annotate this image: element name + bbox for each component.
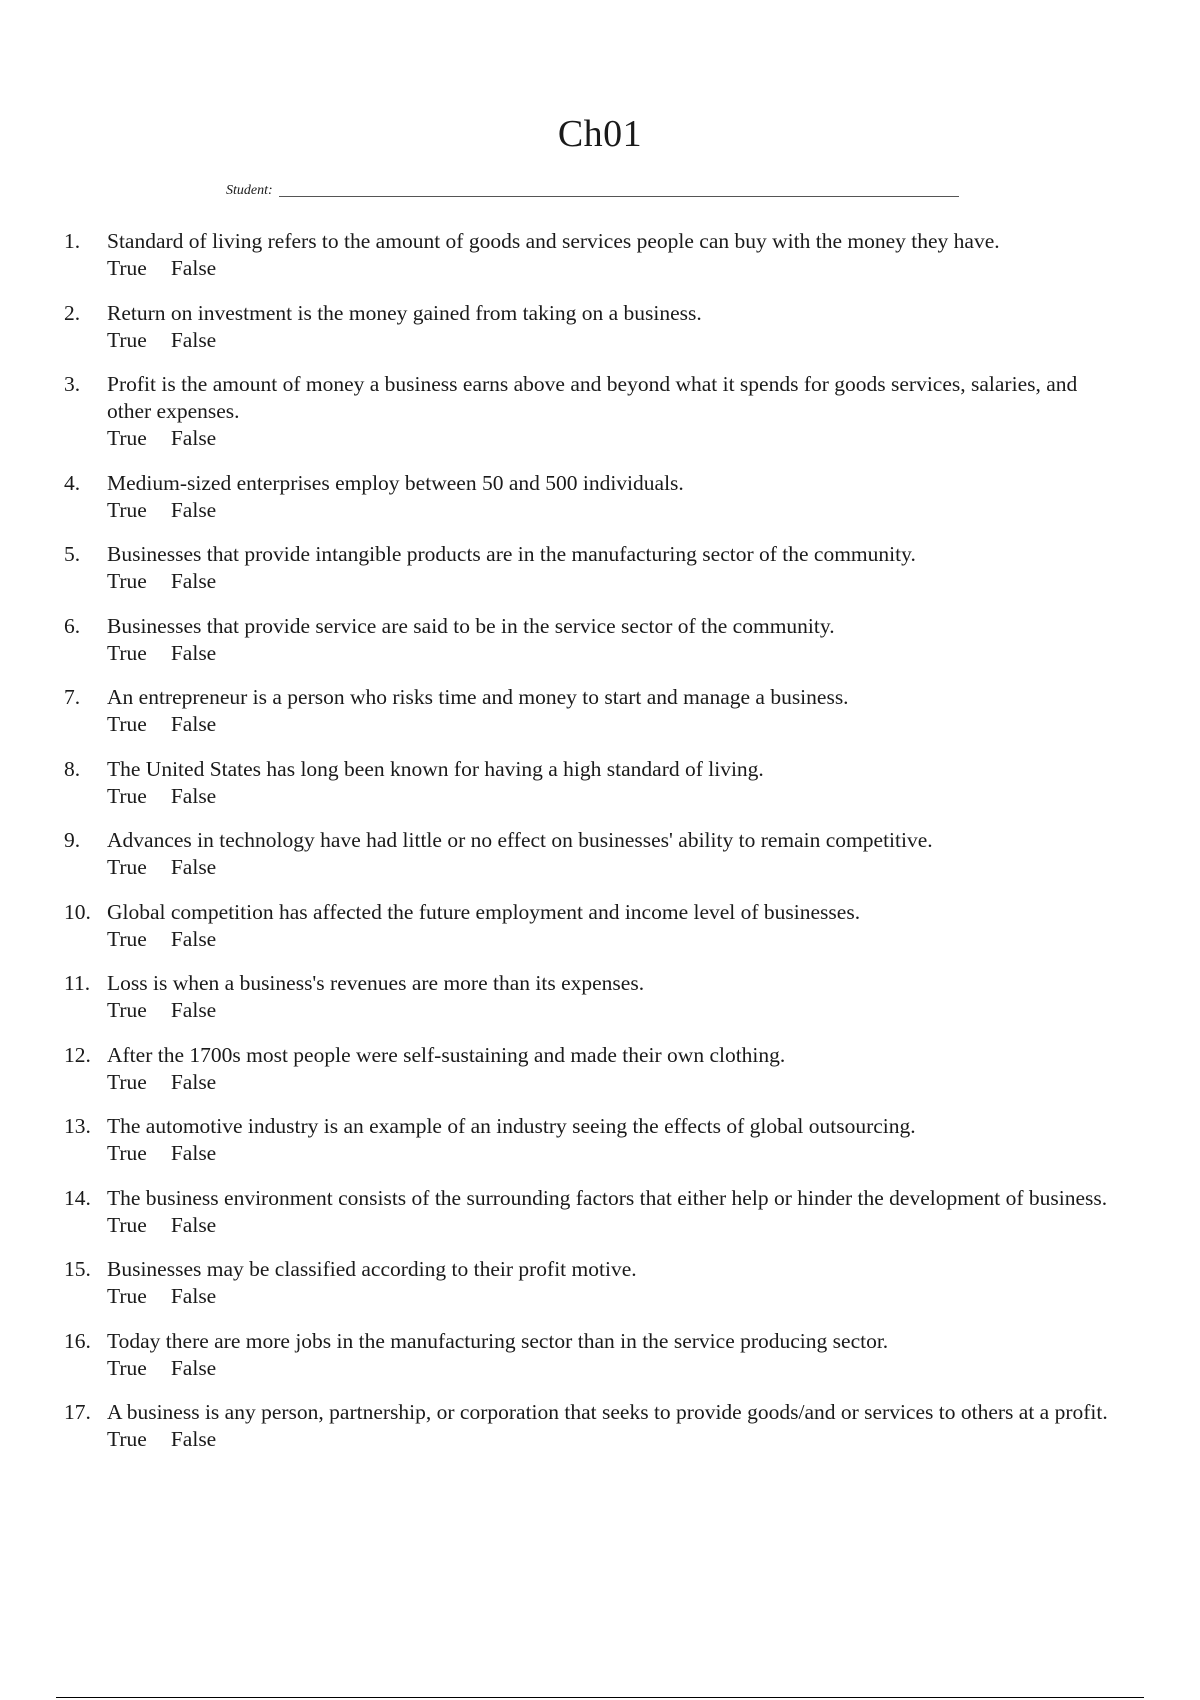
question-number: 2. <box>64 300 81 325</box>
answer-options <box>107 1212 1110 1239</box>
answer-option-true[interactable]: True <box>107 1141 147 1165</box>
answer-option-true[interactable]: True <box>107 426 147 450</box>
answer-options <box>107 926 1110 953</box>
answer-options <box>107 497 1110 524</box>
question-number: 7. <box>64 685 81 709</box>
question-item <box>60 1328 1140 1382</box>
question-item <box>60 684 1140 738</box>
question-text: Businesses that provide service are said to be in the service sector of the community. <box>107 613 835 638</box>
answer-options <box>107 783 1110 810</box>
question-text: Loss is when a business's revenues are more than its expenses. <box>107 971 645 995</box>
answer-options <box>107 568 1110 595</box>
question-text: Businesses that provide intangible products are in the manufacturing sector of the community. <box>107 542 916 566</box>
answer-option-true[interactable]: True <box>107 497 147 522</box>
question-text: An entrepreneur is a person who risks time and money to start and manage a business. <box>107 685 849 709</box>
answer-option-false[interactable]: False <box>170 1069 217 1094</box>
answer-option-true[interactable]: True <box>107 569 147 593</box>
question-number: 12. <box>64 1042 91 1067</box>
question-text: Medium-sized enterprises employ between 50 and 500 individuals. <box>107 470 684 495</box>
answer-option-false[interactable]: False <box>170 569 217 593</box>
answer-option-false[interactable]: False <box>170 640 217 665</box>
question-list <box>60 228 1140 1471</box>
question-body <box>107 613 1140 667</box>
question-text: Businesses may be classified according to their profit motive. <box>107 1257 637 1281</box>
answer-option-false[interactable]: False <box>170 783 217 808</box>
answer-option-true[interactable]: True <box>107 327 147 352</box>
question-number: 17. <box>64 1400 91 1424</box>
question-text: After the 1700s most people were self-sustaining and made their own clothing. <box>107 1042 786 1067</box>
answer-option-false[interactable]: False <box>170 1427 217 1451</box>
question-item <box>60 1185 1140 1239</box>
answer-option-true[interactable]: True <box>107 783 147 808</box>
answer-option-false[interactable]: False <box>170 855 217 879</box>
answer-option-false[interactable]: False <box>170 1284 217 1308</box>
answer-option-true[interactable]: True <box>107 1284 147 1308</box>
question-body <box>107 470 1140 524</box>
answer-option-true[interactable]: True <box>107 1427 147 1451</box>
question-item <box>60 899 1140 953</box>
question-body <box>107 1042 1140 1096</box>
student-label: Student: <box>226 183 273 198</box>
question-number: 6. <box>64 613 81 638</box>
answer-options <box>107 1355 1110 1382</box>
question-body <box>107 684 1140 738</box>
question-body <box>107 300 1140 354</box>
answer-option-true[interactable]: True <box>107 640 147 665</box>
question-body <box>107 1113 1140 1167</box>
answer-option-false[interactable]: False <box>170 1141 217 1165</box>
answer-option-true[interactable]: True <box>107 1355 147 1380</box>
question-number: 11. <box>64 971 91 995</box>
answer-option-false[interactable]: False <box>170 256 217 280</box>
student-name-row <box>226 183 959 199</box>
question-number: 4. <box>64 470 81 495</box>
answer-option-false[interactable]: False <box>170 497 217 522</box>
question-number: 14. <box>64 1185 91 1210</box>
answer-options <box>107 425 1110 452</box>
question-body <box>107 899 1140 953</box>
page-title: Ch01 <box>557 113 643 155</box>
question-item <box>60 613 1140 667</box>
answer-option-true[interactable]: True <box>107 926 147 951</box>
question-item <box>60 300 1140 354</box>
answer-options <box>107 1140 1110 1167</box>
question-body <box>107 541 1140 595</box>
answer-option-false[interactable]: False <box>170 926 217 951</box>
question-number: 16. <box>64 1328 91 1353</box>
footer-divider <box>56 1697 1144 1698</box>
question-item <box>60 756 1140 810</box>
question-body <box>107 1399 1140 1453</box>
question-body <box>107 228 1140 282</box>
question-text: The automotive industry is an example of an industry seeing the effects of global outsourcing. <box>107 1114 916 1138</box>
question-number: 9. <box>64 828 81 852</box>
answer-options <box>107 1069 1110 1096</box>
question-text: Standard of living refers to the amount of goods and services people can buy with the money they have. <box>107 229 1000 253</box>
answer-option-true[interactable]: True <box>107 998 147 1022</box>
question-body <box>107 371 1140 452</box>
answer-options <box>107 640 1110 667</box>
question-item <box>60 970 1140 1024</box>
question-item <box>60 1113 1140 1167</box>
answer-options <box>107 1283 1110 1310</box>
question-body <box>107 1185 1140 1239</box>
answer-options <box>107 854 1110 881</box>
question-item <box>60 541 1140 595</box>
answer-options <box>107 997 1110 1024</box>
question-text: Return on investment is the money gained from taking on a business. <box>107 300 702 325</box>
question-body <box>107 756 1140 810</box>
question-number: 10. <box>64 899 91 924</box>
question-text: Today there are more jobs in the manufacturing sector than in the service producing sector. <box>107 1328 889 1353</box>
answer-options <box>107 255 1110 282</box>
answer-option-false[interactable]: False <box>170 1355 217 1380</box>
answer-options <box>107 327 1110 354</box>
question-number: 13. <box>64 1114 91 1138</box>
question-body <box>107 970 1140 1024</box>
answer-options <box>107 711 1110 738</box>
question-body <box>107 1256 1140 1310</box>
question-item <box>60 1042 1140 1096</box>
question-item <box>60 371 1140 452</box>
answer-option-false[interactable]: False <box>170 1212 217 1237</box>
answer-option-false[interactable]: False <box>170 327 217 352</box>
question-number: 8. <box>64 756 81 781</box>
answer-option-true[interactable]: True <box>107 712 147 736</box>
question-number: 1. <box>64 229 81 253</box>
question-number: 3. <box>64 372 81 396</box>
student-name-field[interactable] <box>279 196 959 197</box>
answer-option-false[interactable]: False <box>170 426 217 450</box>
question-text: Global competition has affected the future employment and income level of businesses. <box>107 899 861 924</box>
question-text: Advances in technology have had little or no effect on businesses' ability to remain competitive. <box>107 828 933 852</box>
question-number: 5. <box>64 542 81 566</box>
question-text: The United States has long been known for having a high standard of living. <box>107 756 764 781</box>
question-text: Profit is the amount of money a business earns above and beyond what it spends for goods services, salaries, and other expenses. <box>107 372 1078 423</box>
answer-option-true[interactable]: True <box>107 256 147 280</box>
answer-option-true[interactable]: True <box>107 1212 147 1237</box>
answer-option-true[interactable]: True <box>107 1069 147 1094</box>
question-item <box>60 1399 1140 1453</box>
question-text: The business environment consists of the surrounding factors that either help or hinder the development of business. <box>107 1185 1108 1210</box>
answer-option-false[interactable]: False <box>170 998 217 1022</box>
answer-options <box>107 1426 1110 1453</box>
answer-option-false[interactable]: False <box>170 712 217 736</box>
question-item <box>60 228 1140 282</box>
question-item <box>60 470 1140 524</box>
question-text: A business is any person, partnership, or corporation that seeks to provide goods/and or services to others at a profit. <box>107 1400 1108 1424</box>
question-body <box>107 1328 1140 1382</box>
answer-option-true[interactable]: True <box>107 855 147 879</box>
question-number: 15. <box>64 1257 91 1281</box>
question-item <box>60 827 1140 881</box>
question-item <box>60 1256 1140 1310</box>
question-body <box>107 827 1140 881</box>
